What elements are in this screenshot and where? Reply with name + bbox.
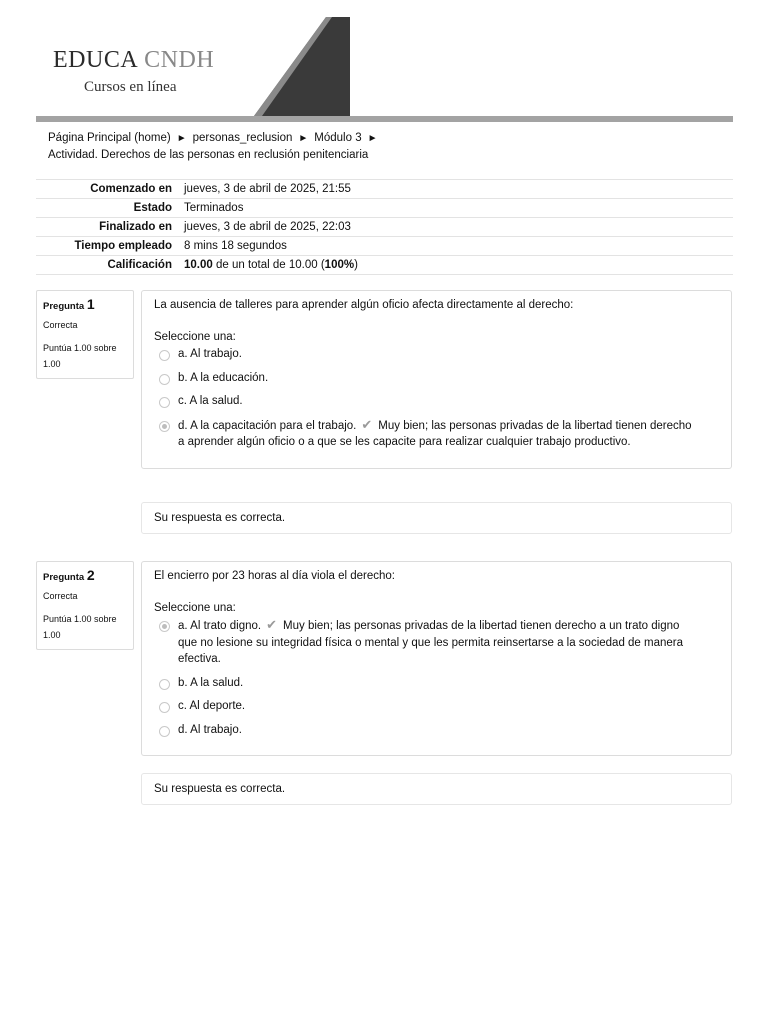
site-header xyxy=(36,17,733,123)
question-number xyxy=(43,567,133,583)
question-info-2 xyxy=(36,561,134,650)
question-label: Pregunta xyxy=(43,301,85,312)
question-content-2 xyxy=(141,561,732,756)
breadcrumb-course[interactable]: personas_reclusion xyxy=(192,132,293,144)
summary-label: Calificación xyxy=(107,259,172,271)
summary-label: Tiempo empleado xyxy=(74,240,172,252)
logo-brand-a: EDUCA xyxy=(53,47,139,73)
summary-row-grade xyxy=(36,256,733,275)
question-grade: Puntúa 1.00 sobre 1.00 xyxy=(43,614,117,640)
summary-row-started xyxy=(36,180,733,199)
checkmark-icon: ✔ xyxy=(266,617,278,632)
answer-list xyxy=(154,617,719,738)
answer-label: a. Al trato digno. xyxy=(178,620,262,632)
breadcrumb xyxy=(48,130,728,164)
site-logo[interactable] xyxy=(53,47,214,74)
answer-label: d. A la capacitación para el trabajo. xyxy=(178,419,357,432)
breadcrumb-separator: ► xyxy=(176,133,187,144)
radio-button[interactable] xyxy=(159,374,170,385)
grade-text: de un total de 10.00 ( xyxy=(212,259,325,271)
question-result-1: Su respuesta es correcta. xyxy=(141,502,732,534)
answer-label: c. Al deporte. xyxy=(178,700,246,712)
question-content-1 xyxy=(141,290,732,469)
answer-feedback: Muy bien; las personas privadas de la libertad tienen derecho a un trato digno que no lesione su integridad física o mental y que les permita reinsertarse a la sociedad de manera efectiva. xyxy=(178,620,684,665)
question-info-1 xyxy=(36,290,134,379)
answer-list xyxy=(154,346,719,451)
summary-value: jueves, 3 de abril de 2025, 22:03 xyxy=(184,221,351,233)
question-number-value: 2 xyxy=(86,567,95,583)
site-subtitle: Cursos en línea xyxy=(84,79,177,95)
grade-text-end: ) xyxy=(354,259,358,271)
summary-value xyxy=(178,256,733,275)
breadcrumb-separator: ► xyxy=(298,133,309,144)
summary-label: Comenzado en xyxy=(90,183,172,195)
checkmark-icon: ✔ xyxy=(361,416,373,432)
summary-label: Estado xyxy=(133,202,172,214)
breadcrumb-module[interactable]: Módulo 3 xyxy=(314,132,362,144)
answer-option[interactable] xyxy=(154,370,719,387)
summary-value: Terminados xyxy=(184,202,244,214)
question-state: Correcta xyxy=(43,320,78,330)
summary-label: Finalizado en xyxy=(99,221,172,233)
question-label: Pregunta xyxy=(43,572,85,583)
answer-label: d. Al trabajo. xyxy=(178,723,242,736)
question-text: La ausencia de talleres para aprender algún oficio afecta directamente al derecho: xyxy=(154,299,574,311)
summary-row-finished xyxy=(36,218,733,237)
grade-score: 10.00 xyxy=(184,259,213,271)
answer-option-selected[interactable] xyxy=(154,417,719,451)
question-prompt: Seleccione una: xyxy=(154,331,236,343)
answer-feedback: Muy bien; las personas privadas de la libertad tienen derecho a aprender algún oficio o a que se les capacite para realizar cualquier trabajo productivo. xyxy=(178,419,692,448)
question-state: Correcta xyxy=(43,591,78,601)
breadcrumb-home[interactable]: Página Principal (home) xyxy=(48,132,171,144)
question-text: El encierro por 23 horas al día viola el derecho: xyxy=(154,570,396,582)
question-result-2: Su respuesta es correcta. xyxy=(141,773,732,805)
summary-value: jueves, 3 de abril de 2025, 21:55 xyxy=(184,183,351,195)
question-number xyxy=(43,296,133,312)
radio-button-checked[interactable] xyxy=(159,421,170,432)
summary-row-time xyxy=(36,237,733,256)
radio-button[interactable] xyxy=(159,350,170,361)
grade-percent: 100% xyxy=(324,259,355,271)
logo-brand-b: CNDH xyxy=(144,47,215,73)
breadcrumb-activity[interactable]: Actividad. Derechos de las personas en reclusión penitenciaria xyxy=(48,149,369,161)
summary-value: 8 mins 18 segundos xyxy=(184,240,287,252)
answer-label: c. A la salud. xyxy=(178,395,243,407)
summary-row-state xyxy=(36,199,733,218)
answer-option[interactable] xyxy=(154,675,719,692)
radio-button[interactable] xyxy=(159,397,170,408)
radio-button[interactable] xyxy=(159,679,170,690)
question-number-value: 1 xyxy=(86,296,95,312)
question-grade: Puntúa 1.00 sobre 1.00 xyxy=(43,343,117,369)
answer-option[interactable] xyxy=(154,698,719,715)
radio-button-checked[interactable] xyxy=(159,621,170,632)
answer-option-selected[interactable] xyxy=(154,617,719,668)
header-divider xyxy=(36,116,733,122)
breadcrumb-separator: ► xyxy=(367,133,378,144)
radio-button[interactable] xyxy=(159,726,170,737)
attempt-summary xyxy=(36,179,733,275)
radio-button[interactable] xyxy=(159,702,170,713)
answer-option[interactable] xyxy=(154,722,719,739)
answer-option[interactable] xyxy=(154,393,719,410)
question-prompt: Seleccione una: xyxy=(154,602,236,614)
answer-option[interactable] xyxy=(154,346,719,363)
answer-label: a. Al trabajo. xyxy=(178,348,242,360)
answer-label: b. A la educación. xyxy=(178,371,269,384)
answer-label: b. A la salud. xyxy=(178,676,244,689)
